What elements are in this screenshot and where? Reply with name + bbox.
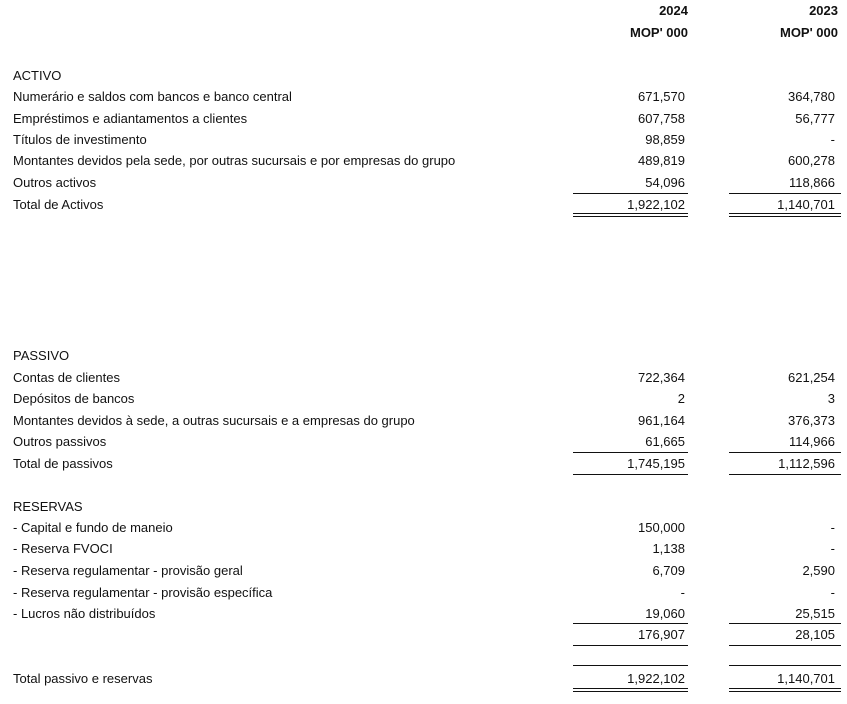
table-row <box>0 413 847 433</box>
value-2023: 364,780 <box>788 89 835 104</box>
table-row <box>0 585 847 605</box>
unit-2024-header: MOP' 000 <box>629 25 688 40</box>
value-2024: 98,859 <box>645 132 685 147</box>
value-2023: 1,140,701 <box>777 197 835 212</box>
grand-total-row <box>0 671 847 691</box>
table-row <box>0 434 847 454</box>
value-2023: 2,590 <box>802 563 835 578</box>
total-rule <box>573 474 688 475</box>
row-label: Outros passivos <box>13 434 107 449</box>
row-label: Outros activos <box>13 175 97 190</box>
year-2023-header: 2023 <box>809 3 838 18</box>
row-label: - Capital e fundo de maneio <box>13 520 173 535</box>
value-2024: 1,745,195 <box>627 456 685 471</box>
value-2024: 722,364 <box>638 370 685 385</box>
value-2024: 671,570 <box>638 89 685 104</box>
value-2023: - <box>830 132 835 147</box>
row-label: Montantes devidos pela sede, por outras sucursais e por empresas do grupo <box>13 153 456 168</box>
total-rule <box>729 474 841 475</box>
value-2024: 54,096 <box>645 175 685 190</box>
double-rule <box>573 688 688 689</box>
row-label: - Reserva regulamentar - provisão específica <box>13 585 273 600</box>
value-2024: 150,000 <box>638 520 685 535</box>
table-row <box>0 132 847 152</box>
value-2024: 1,138 <box>652 541 685 556</box>
table-row <box>0 606 847 626</box>
value-2024: 19,060 <box>645 606 685 621</box>
section-title: PASSIVO <box>13 348 70 363</box>
value-2023: 621,254 <box>788 370 835 385</box>
year-2024-header: 2024 <box>659 3 688 18</box>
row-label: Títulos de investimento <box>13 132 147 147</box>
value-2023: 114,966 <box>788 434 835 449</box>
value-2024: 6,709 <box>652 563 685 578</box>
value-2024: 607,758 <box>638 111 685 126</box>
value-2023: 25,515 <box>795 606 835 621</box>
value-2024: - <box>680 585 685 600</box>
subtotal-rule <box>729 623 841 624</box>
table-row <box>0 89 847 109</box>
grand-total-top-rule <box>729 665 841 666</box>
row-label: Total passivo e reservas <box>13 671 153 686</box>
table-row <box>0 563 847 583</box>
value-2023: 1,112,596 <box>778 456 835 471</box>
double-rule <box>573 691 688 692</box>
row-label: Contas de clientes <box>13 370 120 385</box>
value-2023: - <box>830 585 835 600</box>
value-2023: 600,278 <box>788 153 835 168</box>
value-2023: 376,373 <box>788 413 835 428</box>
reserves-section-title <box>0 499 847 519</box>
subtotal-rule <box>573 645 688 646</box>
double-rule <box>573 213 688 214</box>
liabilities-section-title <box>0 348 847 368</box>
value-2024: 1,922,102 <box>627 671 685 686</box>
value-2024: 489,819 <box>638 153 685 168</box>
table-row <box>0 111 847 131</box>
row-label: - Lucros não distribuídos <box>13 606 156 621</box>
unit-2023-header: MOP' 000 <box>779 25 838 40</box>
subtotal-rule <box>729 452 841 453</box>
table-row <box>0 175 847 195</box>
section-title: ACTIVO <box>13 68 62 83</box>
table-row <box>0 520 847 540</box>
value-2024: 2 <box>677 391 685 406</box>
double-rule <box>729 216 841 217</box>
table-row <box>0 370 847 390</box>
subtotal-rule <box>729 193 841 194</box>
grand-total-top-rule <box>573 665 688 666</box>
value-2023: 28,105 <box>795 627 835 642</box>
row-label: Total de Activos <box>13 197 104 212</box>
table-row <box>0 541 847 561</box>
assets-section-title <box>0 68 847 88</box>
total-row <box>0 197 847 217</box>
double-rule <box>729 213 841 214</box>
double-rule <box>729 691 841 692</box>
row-label: Montantes devidos à sede, a outras sucursais e a empresas do grupo <box>13 413 415 428</box>
value-2024: 1,922,102 <box>627 197 685 212</box>
subtotal-row <box>0 627 847 647</box>
value-2023: - <box>830 520 835 535</box>
value-2023: 3 <box>827 391 835 406</box>
double-rule <box>573 216 688 217</box>
value-2023: 56,777 <box>795 111 835 126</box>
subtotal-rule <box>573 452 688 453</box>
section-title: RESERVAS <box>13 499 83 514</box>
subtotal-rule <box>729 645 841 646</box>
table-row <box>0 153 847 173</box>
total-row <box>0 456 847 476</box>
value-2024: 176,907 <box>638 627 685 642</box>
value-2024: 961,164 <box>638 413 685 428</box>
row-label: Empréstimos e adiantamentos a clientes <box>13 111 248 126</box>
row-label: Total de passivos <box>13 456 113 471</box>
row-label: - Reserva regulamentar - provisão geral <box>13 563 243 578</box>
value-2023: 1,140,701 <box>777 671 835 686</box>
row-label: Numerário e saldos com bancos e banco central <box>13 89 292 104</box>
row-label: - Reserva FVOCI <box>13 541 113 556</box>
subtotal-rule <box>573 623 688 624</box>
value-2023: - <box>830 541 835 556</box>
table-row <box>0 391 847 411</box>
value-2023: 118,866 <box>788 175 835 190</box>
subtotal-rule <box>573 193 688 194</box>
row-label: Depósitos de bancos <box>13 391 135 406</box>
double-rule <box>729 688 841 689</box>
value-2024: 61,665 <box>645 434 685 449</box>
